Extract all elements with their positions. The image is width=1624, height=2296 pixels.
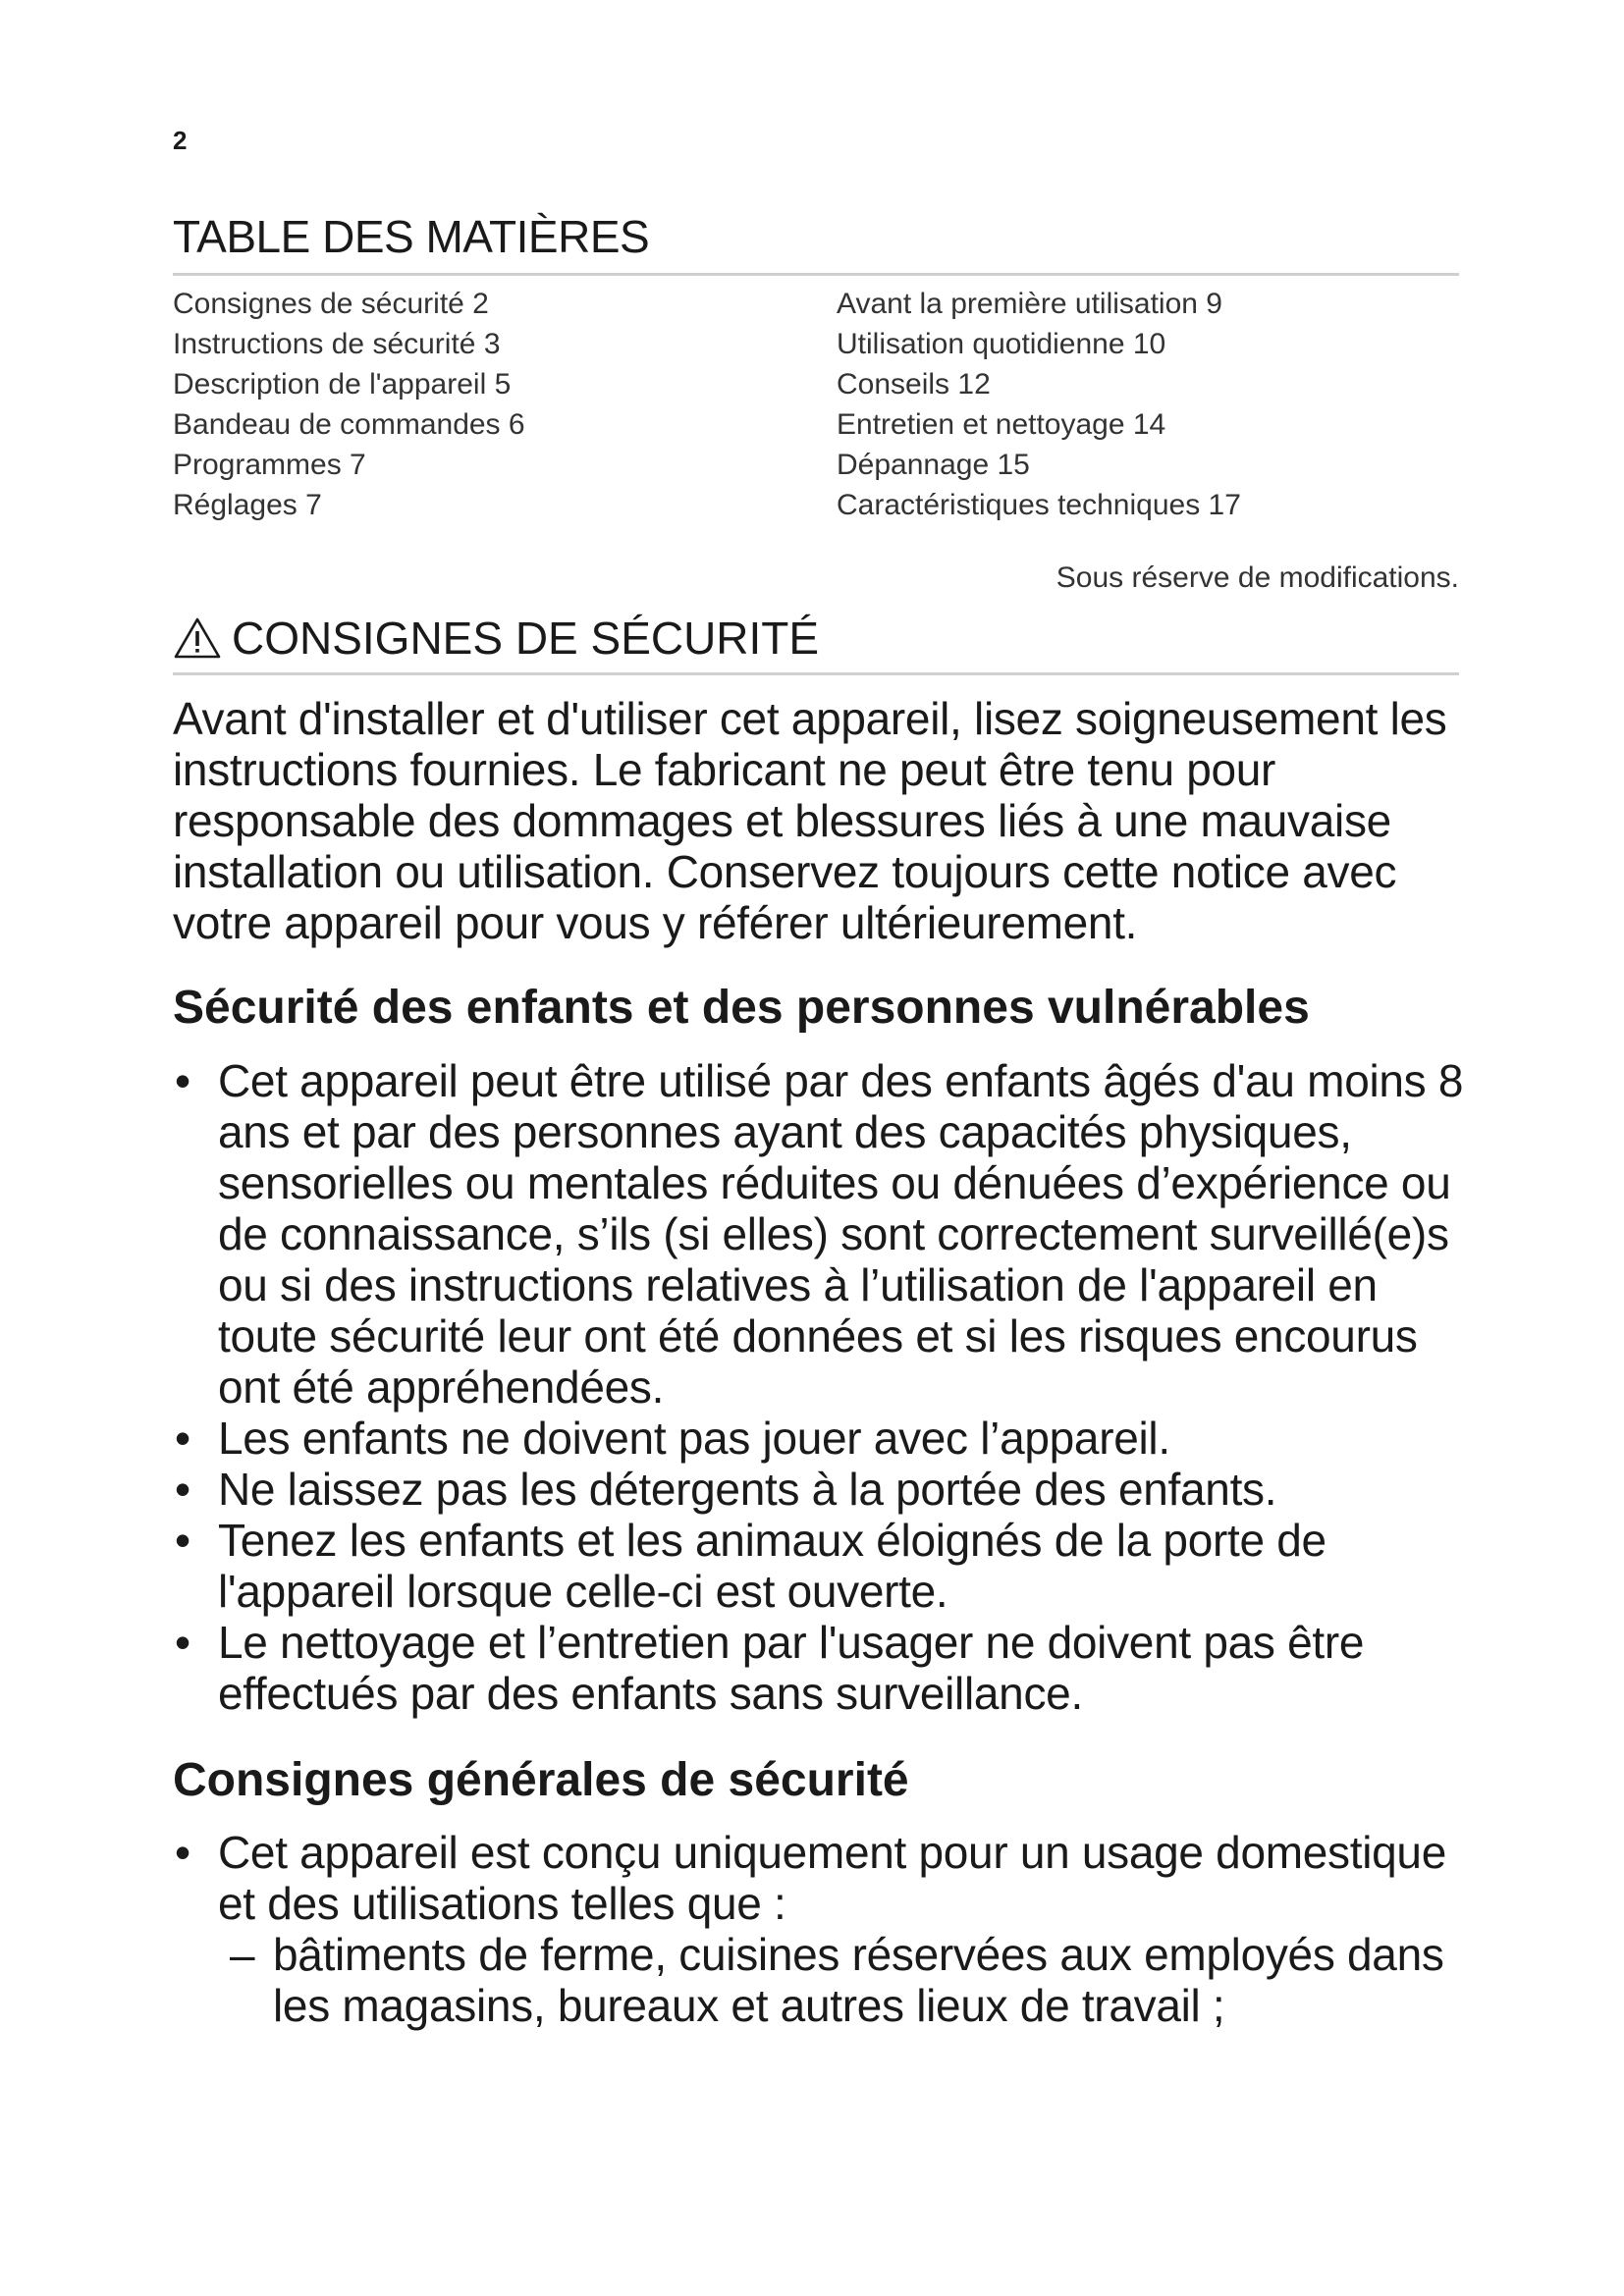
list-item: • Tenez les enfants et les animaux éloignés de la porte de l'appareil lorsque celle-ci est ouverte. [175, 1515, 1326, 1617]
sub-list-item: – bâtiments de ferme, cuisines réservées aux employés dans les magasins, bureaux et autres lieux de travail ; [230, 1929, 1444, 2031]
general-safety-heading: Consignes générales de sécurité [173, 1754, 909, 1806]
general-safety-list [173, 1827, 1469, 2031]
list-item: • Cet appareil est conçu uniquement pour un usage domestique et des utilisations telles que : – bâtiments de ferme, cuisines réservées aux employés dans les magasins, bureaux et autres lieux de travail ; [173, 1827, 1469, 2031]
list-item: • Ne laissez pas les détergents à la portée des enfants. [175, 1464, 1277, 1515]
list-item: • Cet appareil peut être utilisé par des enfants âgés d'au moins 8 ans et par des personnes ayant des capacités physiques, sensorielles ou mentales réduites ou dénuées d’expérience ou de connaissance, s’ils (si elles) sont correctement surveillé(e)s ou si des instructions relatives à l’utilisation de l'appareil en toute sécurité leur ont été données et si les risques encourus ont été appréhendées. [175, 1055, 1464, 1413]
toc-entry: Instructions de sécurité 3 [173, 328, 501, 360]
bullet-dot: • [175, 1055, 190, 1106]
toc-entry: Conseils 12 [837, 368, 991, 400]
toc-entry: Dépannage 15 [837, 449, 1030, 481]
toc-entry: Réglages 7 [173, 489, 322, 521]
toc-entry: Consignes de sécurité 2 [173, 288, 489, 320]
children-safety-heading: Sécurité des enfants et des personnes vulnérables [173, 982, 1310, 1034]
children-safety-list [173, 1055, 1469, 1719]
safety-intro: Avant d'installer et d'utiliser cet appareil, lisez soigneusement les instructions fournies. Le fabricant ne peut être tenu pour responsable des dommages et blessures liés à une mauvaise installation ou utilisation. Conservez toujours cette notice avec votre appareil pour vous y référer ultérieurement. [173, 693, 1447, 948]
bullet-dot: • [175, 1617, 190, 1668]
toc-entry: Avant la première utilisation 9 [837, 288, 1222, 320]
toc-left-column [173, 284, 525, 525]
bullet-dot: • [175, 1464, 190, 1515]
bullet-dot: • [175, 1413, 190, 1464]
toc-entry: Bandeau de commandes 6 [173, 408, 525, 441]
bullet-dot: • [175, 1515, 190, 1566]
list-item: • Le nettoyage et l’entretien par l'usager ne doivent pas être effectués par des enfants sans surveillance. [175, 1617, 1365, 1719]
page-number: 2 [173, 126, 188, 155]
toc-divider [173, 273, 1459, 276]
bullet-dot: • [175, 1827, 190, 1878]
toc-right-column [837, 284, 1241, 525]
warning-triangle-icon [173, 616, 222, 660]
toc-entry: Utilisation quotidienne 10 [837, 328, 1166, 360]
toc-entry: Entretien et nettoyage 14 [837, 408, 1166, 441]
toc-entry: Description de l'appareil 5 [173, 368, 512, 400]
toc-entry: Programmes 7 [173, 449, 366, 481]
safety-heading-text: CONSIGNES DE SÉCURITÉ [232, 613, 820, 664]
reserve-note: Sous réserve de modifications. [1056, 561, 1459, 594]
safety-heading [173, 613, 820, 664]
safety-divider [173, 672, 1459, 675]
dash-marker: – [230, 1929, 255, 1980]
toc-heading: TABLE DES MATIÈRES [173, 211, 650, 262]
toc-entry: Caractéristiques techniques 17 [837, 489, 1241, 521]
list-item: • Les enfants ne doivent pas jouer avec l’appareil. [175, 1413, 1170, 1464]
